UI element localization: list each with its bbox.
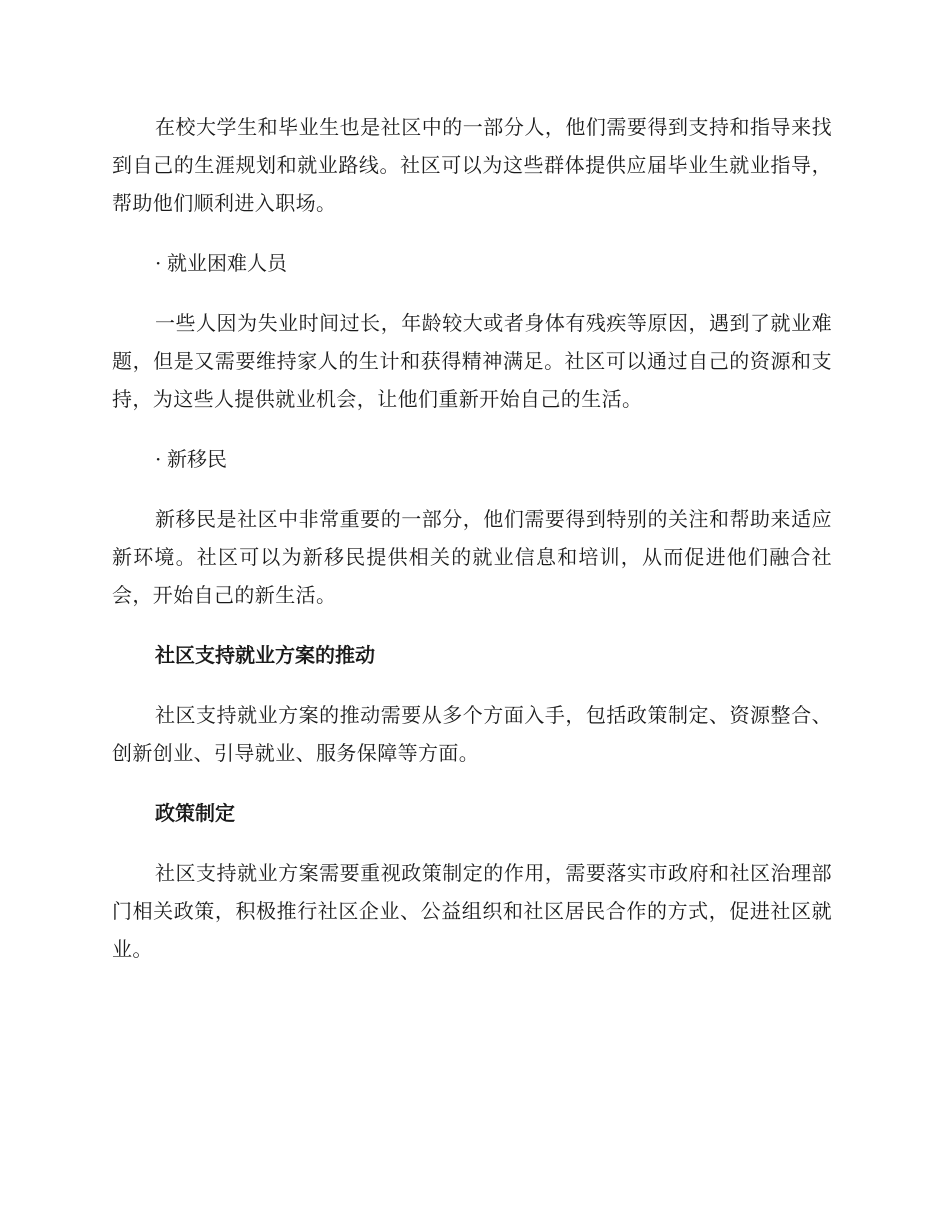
paragraph-policy: 社区支持就业方案需要重视政策制定的作用，需要落实市政府和社区治理部门相关政策，积极推行社区企业、公益组织和社区居民合作的方式，促进社区就业。: [112, 861, 832, 961]
bullet-marker: ·: [155, 251, 162, 275]
section-heading-policy: 政策制定: [155, 801, 235, 825]
paragraph-promotion: 社区支持就业方案的推动需要从多个方面入手，包括政策制定、资源整合、创新创业、引导就业、服务保障等方面。: [112, 703, 832, 765]
bullet-label: 新移民: [167, 447, 227, 471]
bullet-label: 就业困难人员: [167, 251, 287, 275]
paragraph-students: 在校大学生和毕业生也是社区中的一部分人，他们需要得到支持和指导来找到自己的生涯规划和就业路线。社区可以为这些群体提供应届毕业生就业指导，帮助他们顺利进入职场。: [112, 115, 832, 215]
paragraph-new-immigrants: 新移民是社区中非常重要的一部分，他们需要得到特别的关注和帮助来适应新环境。社区可以为新移民提供相关的就业信息和培训，从而促进他们融合社会，开始自己的新生活。: [112, 507, 832, 607]
bullet-item-employment-difficulty: [112, 244, 832, 282]
bullet-item-new-immigrants: [112, 440, 832, 478]
bullet-marker: ·: [155, 447, 162, 471]
paragraph-employment-difficulty: 一些人因为失业时间过长，年龄较大或者身体有残疾等原因，遇到了就业难题，但是又需要维持家人的生计和获得精神满足。社区可以通过自己的资源和支持，为这些人提供就业机会，让他们重新开始自己的生活。: [112, 311, 832, 411]
document-page: [112, 108, 832, 990]
section-heading-promotion: 社区支持就业方案的推动: [155, 643, 375, 667]
